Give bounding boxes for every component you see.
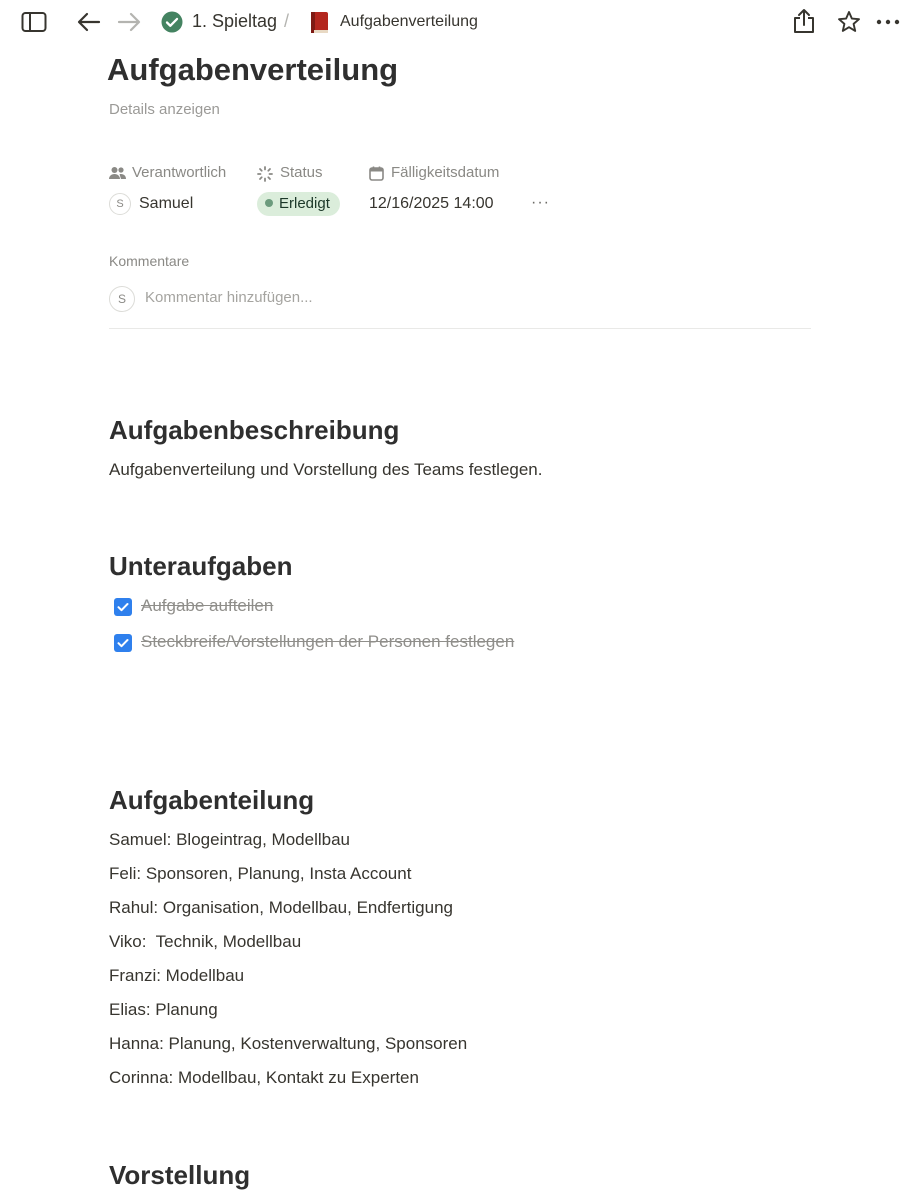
people-icon bbox=[109, 166, 126, 180]
forward-arrow-icon[interactable] bbox=[117, 12, 141, 32]
assignment-line: Franzi: Modellbau bbox=[109, 966, 245, 985]
subtask-checkbox[interactable] bbox=[114, 634, 132, 652]
assignment-line: Hanna: Planung, Kostenverwaltung, Sponsoren bbox=[109, 1034, 468, 1053]
description-text: Aufgabenverteilung und Vorstellung des Teams festlegen. bbox=[109, 460, 543, 479]
assignment-line: Viko: Technik, Modellbau bbox=[109, 932, 302, 951]
assignment-heading: Aufgabenteilung bbox=[109, 785, 315, 815]
done-check-icon bbox=[161, 11, 183, 33]
assignment-line: Rahul: Organisation, Modellbau, Endfertigung bbox=[109, 898, 453, 917]
subtask-label[interactable]: Steckbreife/Vorstellungen der Personen festlegen bbox=[141, 632, 515, 651]
due-date-value[interactable]: 12/16/2025 14:00 bbox=[369, 195, 494, 212]
share-icon[interactable] bbox=[792, 8, 816, 34]
more-options-icon[interactable] bbox=[876, 19, 900, 25]
star-icon[interactable] bbox=[837, 10, 861, 34]
back-arrow-icon[interactable] bbox=[77, 12, 101, 32]
owner-value[interactable]: Samuel bbox=[139, 195, 194, 212]
calendar-icon bbox=[369, 166, 384, 181]
page-title[interactable]: Aufgabenverteilung bbox=[107, 52, 399, 87]
details-link[interactable]: Details anzeigen bbox=[109, 101, 220, 118]
divider bbox=[109, 328, 811, 329]
assignment-line: Samuel: Blogeintrag, Modellbau bbox=[109, 830, 350, 849]
due-date-label: Fälligkeitsdatum bbox=[391, 164, 500, 181]
comment-input[interactable]: Kommentar hinzufügen... bbox=[145, 289, 313, 306]
status-value: Erledigt bbox=[279, 195, 330, 212]
properties-more-button[interactable]: ··· bbox=[531, 194, 550, 211]
assignment-line: Feli: Sponsoren, Planung, Insta Account bbox=[109, 864, 412, 883]
subtask-label[interactable]: Aufgabe aufteilen bbox=[141, 596, 274, 615]
top-bar bbox=[0, 0, 919, 46]
assignment-line: Corinna: Modellbau, Kontakt zu Experten bbox=[109, 1068, 419, 1087]
breadcrumb-current[interactable]: Aufgabenverteilung bbox=[340, 13, 478, 30]
owner-label: Verantwortlich bbox=[132, 164, 227, 181]
status-badge[interactable] bbox=[257, 192, 340, 216]
intro-heading: Vorstellung bbox=[109, 1160, 251, 1190]
status-spinner-icon bbox=[257, 166, 273, 182]
breadcrumb-separator: / bbox=[284, 11, 290, 31]
book-icon bbox=[308, 11, 330, 35]
breadcrumb-parent[interactable]: 1. Spieltag bbox=[192, 11, 278, 31]
owner-avatar: S bbox=[109, 193, 131, 215]
description-heading: Aufgabenbeschreibung bbox=[109, 415, 400, 445]
subtasks-heading: Unteraufgaben bbox=[109, 551, 293, 581]
comment-avatar: S bbox=[109, 286, 135, 312]
status-dot bbox=[265, 199, 273, 207]
assignment-line: Elias: Planung bbox=[109, 1000, 218, 1019]
subtask-checkbox[interactable] bbox=[114, 598, 132, 616]
comments-label: Kommentare bbox=[109, 253, 190, 269]
sidebar-toggle-icon[interactable] bbox=[21, 11, 47, 33]
status-label: Status bbox=[280, 164, 323, 181]
